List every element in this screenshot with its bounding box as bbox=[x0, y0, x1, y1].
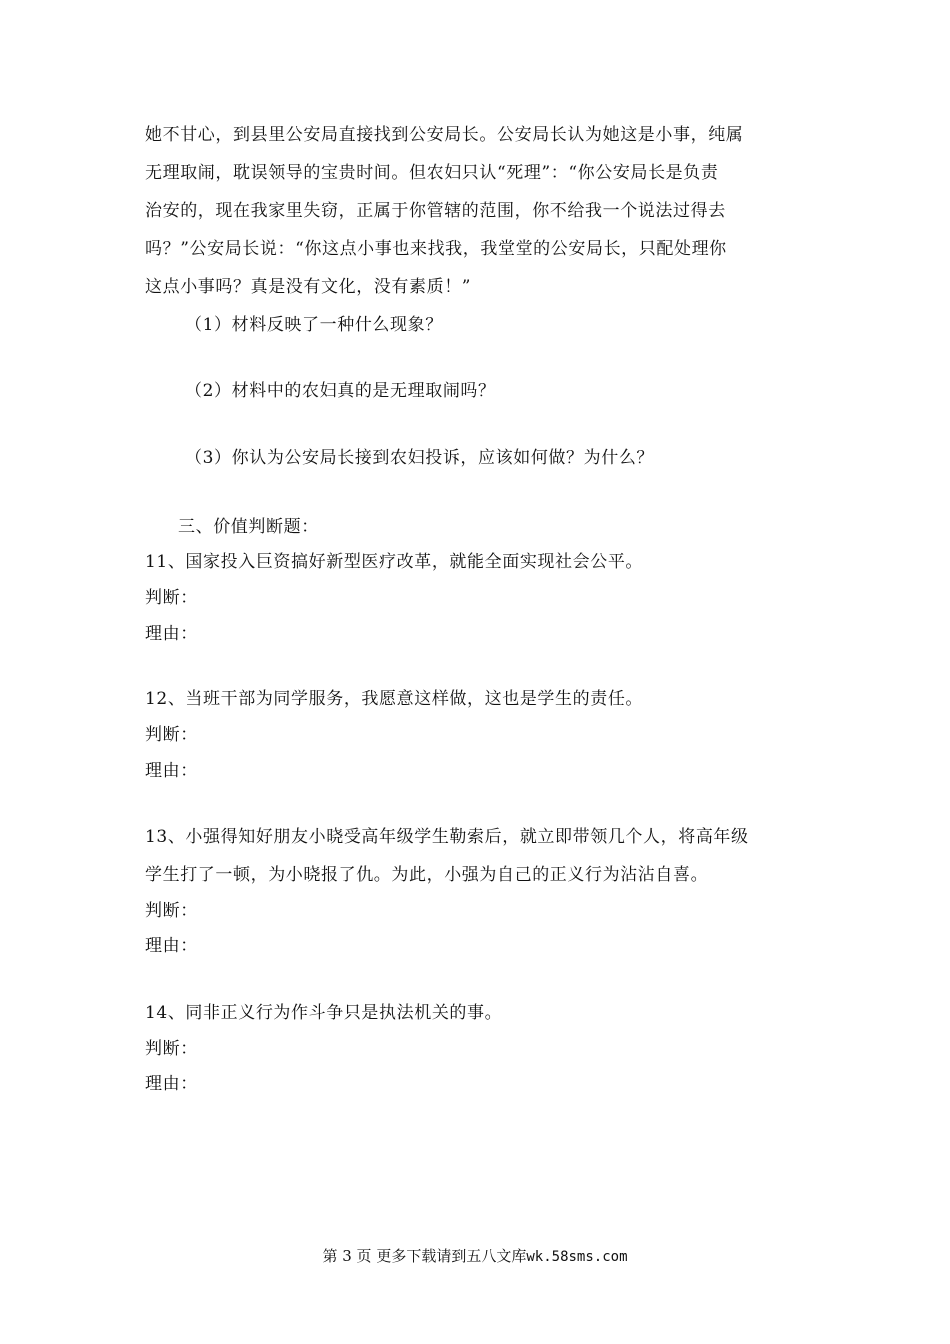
item-14-reason-label: 理由： bbox=[145, 1074, 198, 1094]
passage-line: 治安的，现在我家里失窃，正属于你管辖的范围，你不给我一个说法过得去 bbox=[145, 201, 726, 221]
passage-line: 这点小事吗？真是没有文化，没有素质！” bbox=[145, 277, 472, 297]
item-13-statement-line-2: 学生打了一顿，为小晓报了仇。为此，小强为自己的正义行为沾沾自喜。 bbox=[145, 865, 709, 885]
item-14-judgement-label: 判断： bbox=[145, 1039, 198, 1059]
item-13-reason-label: 理由： bbox=[145, 936, 198, 956]
item-11-statement: 11、国家投入巨资搞好新型医疗改革，就能全面实现社会公平。 bbox=[145, 552, 644, 572]
passage-line: 无理取闹，耽误领导的宝贵时间。但农妇只认“死理”：“你公安局长是负责 bbox=[145, 163, 719, 183]
page-footer bbox=[0, 1246, 950, 1267]
section-title: 三、价值判断题： bbox=[178, 517, 319, 537]
item-12-reason-label: 理由： bbox=[145, 761, 198, 781]
passage-line: 吗？”公安局长说：“你这点小事也来找我，我堂堂的公安局长，只配处理你 bbox=[145, 239, 727, 259]
item-12-statement: 12、当班干部为同学服务，我愿意这样做，这也是学生的责任。 bbox=[145, 689, 644, 709]
sub-question-2: （2）材料中的农妇真的是无理取闹吗？ bbox=[185, 381, 496, 401]
item-12-judgement-label: 判断： bbox=[145, 725, 198, 745]
footer-url[interactable]: wk.58sms.com bbox=[526, 1249, 628, 1265]
footer-text: 更多下载请到五八文库 bbox=[376, 1247, 527, 1265]
item-14-statement: 14、同非正义行为作斗争只是执法机关的事。 bbox=[145, 1003, 503, 1023]
item-13-statement-line-1: 13、小强得知好朋友小晓受高年级学生勒索后，就立即带领几个人，将高年级 bbox=[145, 827, 749, 847]
sub-question-3: （3）你认为公安局长接到农妇投诉，应该如何做？为什么？ bbox=[185, 448, 655, 468]
page-number: 第 3 页 bbox=[322, 1247, 372, 1265]
item-11-reason-label: 理由： bbox=[145, 624, 198, 644]
passage-line: 她不甘心，到县里公安局直接找到公安局长。公安局长认为她这是小事，纯属 bbox=[145, 125, 744, 145]
item-13-judgement-label: 判断： bbox=[145, 901, 198, 921]
item-11-judgement-label: 判断： bbox=[145, 588, 198, 608]
sub-question-1: （1）材料反映了一种什么现象？ bbox=[185, 315, 443, 335]
